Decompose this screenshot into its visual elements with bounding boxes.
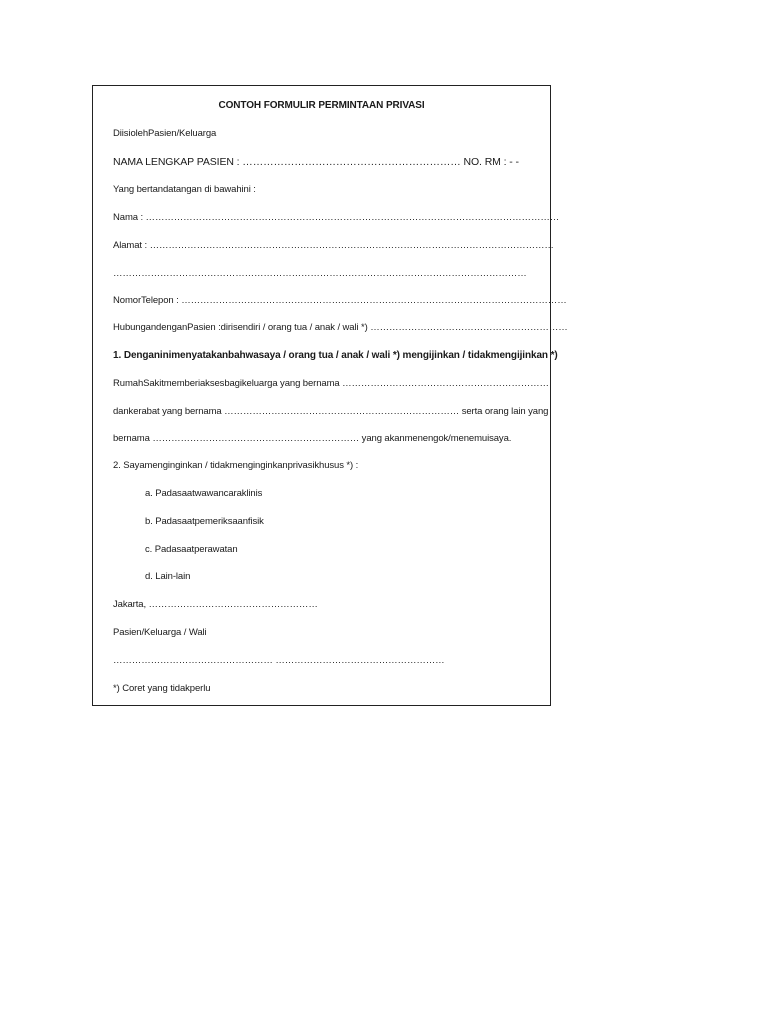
address-field: Alamat : ………………………………………………………………………………………………………………… xyxy=(113,240,554,251)
address-continuation: …………………………………………………………………………………………………………………… xyxy=(113,268,527,279)
option-d: d. Lain-lain xyxy=(145,571,191,582)
statement-1-others: bernama ………………………………………………………… yang akanmenengok/menemuisaya. xyxy=(113,433,512,444)
statement-1: 1. Denganinimenyatakanbahwasaya / orang tua / anak / wali *) mengijinkan / tidakmengijinkan *) xyxy=(113,350,558,361)
undersigned-label: Yang bertandatangan di bawahini : xyxy=(113,184,256,195)
patient-name-field: NAMA LENGKAP PASIEN : ……………………………………………………… NO. RM : - - xyxy=(113,156,519,168)
form-title: CONTOH FORMULIR PERMINTAAN PRIVASI xyxy=(218,100,425,111)
signature-lines: …………………………………………… ……………………………………………… xyxy=(113,655,445,666)
phone-field: NomorTelepon : …………………………………………………………………………………………………………… xyxy=(113,295,567,306)
privacy-request-form xyxy=(92,85,568,706)
statement-1-family: RumahSakitmemberiaksesbagikeluarga yang bernama ………………………………………………………… xyxy=(113,378,549,389)
option-a: a. Padasaatwawancaraklinis xyxy=(145,488,263,499)
option-b: b. Padasaatpemeriksaanfisik xyxy=(145,516,264,527)
relationship-field: HubungandenganPasien :dirisendiri / orang tua / anak / wali *) ……………………………………………………… xyxy=(113,322,568,333)
statement-2: 2. Sayamenginginkan / tidakmenginginkanprivasikhusus *) : xyxy=(113,460,359,471)
option-c: c. Padasaatperawatan xyxy=(145,544,238,555)
place-date-field: Jakarta, ……………………………………………… xyxy=(113,599,318,610)
name-field: Nama : …………………………………………………………………………………………………………………… xyxy=(113,212,560,223)
filled-by-label: DiisiolehPasien/Keluarga xyxy=(113,128,217,139)
signer-label: Pasien/Keluarga / Wali xyxy=(113,627,207,638)
statement-1-relatives: dankerabat yang bernama ………………………………………………………………… serta orang lain yang xyxy=(113,406,549,417)
footnote: *) Coret yang tidakperlu xyxy=(113,683,211,694)
